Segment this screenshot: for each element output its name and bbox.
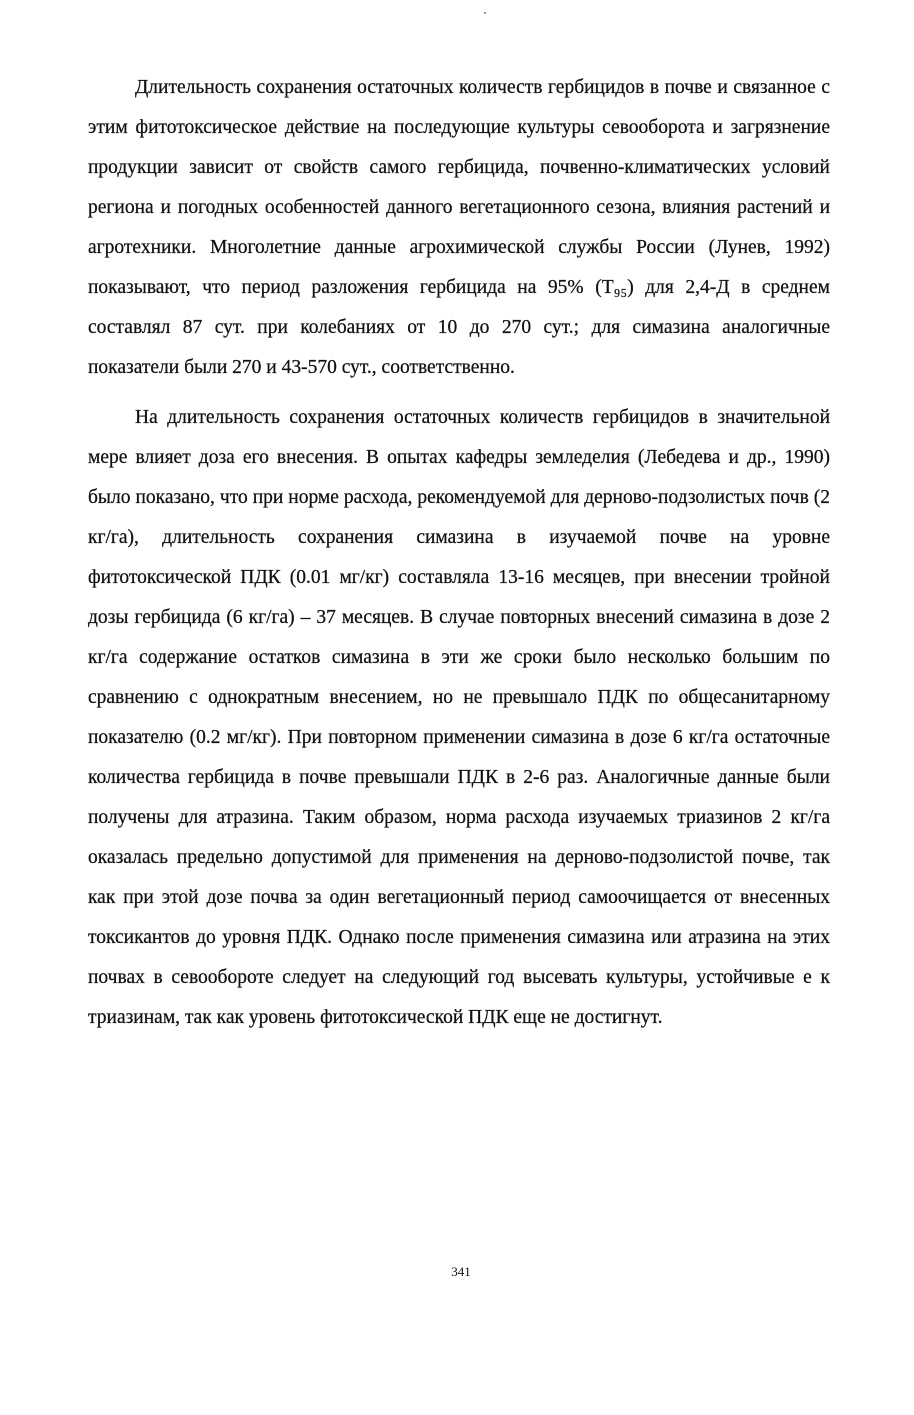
body-text xyxy=(88,68,830,1038)
paragraph-2: На длительность сохранения остаточных количеств гербицидов в значительной мере влияет доза его внесения. В опытах кафедры земледелия (Лебедева и др., 1990) было показано, что при норме расхода, рекомендуемой для дерново-подзолистых почв (2 кг/га), длительность сохранения симазина в изучаемой почве на уровне фитотоксической ПДК (0.01 мг/кг) составляла 13-16 месяцев, при внесении тройной дозы гербицида (6 кг/га) – 37 месяцев. В случае повторных внесений симазина в дозе 2 кг/га содержание остатков симазина в эти же сроки было несколько большим по сравнению с однократным внесением, но не превышало ПДК по общесанитарному показателю (0.2 мг/кг). При повторном применении симазина в дозе 6 кг/га остаточные количества гербицида в почве превышали ПДК в 2-6 раз. Аналогичные данные были получены для атразина. Таким образом, норма расхода изучаемых триазинов 2 кг/га оказалась предельно допустимой для применения на дерново-подзолистой почве, так как при этой дозе почва за один вегетационный период самоочищается от внесенных токсикантов до уровня ПДК. Однако после применения симазина или атразина на этих почвах в севообороте следует на следующий год высевать культуры, устойчивые е к триазинам, так как уровень фитотоксической ПДК еще не достигнут. xyxy=(88,407,830,1028)
scan-speck xyxy=(484,12,486,14)
paragraph-1: Длительность сохранения остаточных количеств гербицидов в почве и связанное с этим фитотоксическое действие на последующие культуры севооборота и загрязнение продукции зависит от свойств самого гербицида, почвенно-климатических условий региона и погодных особенностей данного вегетационного сезона, влияния растений и агротехники. Многолетние данные агрохимической службы России (Лунев, 1992) показывают, что период разложения гербицида на 95% (T₉₅) для 2,4-Д в среднем составлял 87 сут. при колебаниях от 10 до 270 сут.; для симазина аналогичные показатели были 270 и 43-570 сут., соответственно. xyxy=(88,77,830,378)
page-number: 341 xyxy=(451,1264,471,1279)
